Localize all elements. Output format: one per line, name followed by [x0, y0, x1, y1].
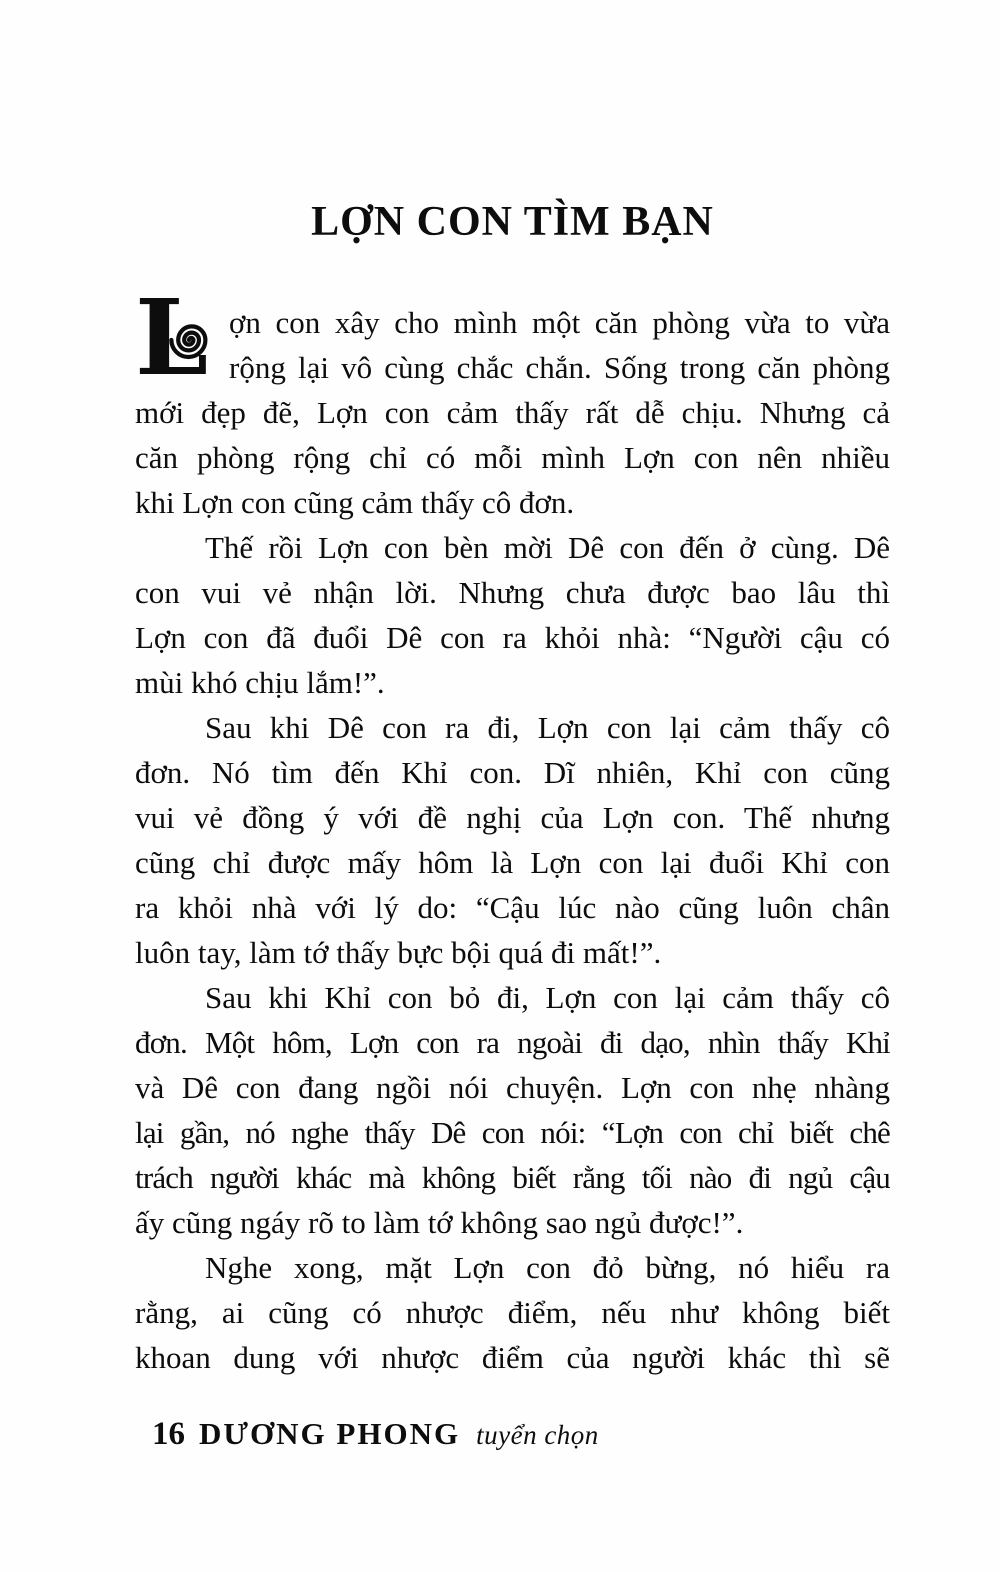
- spiral-ornament-icon: [163, 314, 215, 366]
- text-line: Thế rồi Lợn con bèn mời Dê con đến ở cùng. Dê: [205, 530, 890, 565]
- text-line: vui vẻ đồng ý với đề nghị của Lợn con. Thế nhưng: [135, 800, 890, 835]
- page-footer: [152, 1416, 912, 1453]
- text-line: đơn. Một hôm, Lợn con ra ngoài đi dạo, nhìn thấy Khỉ: [135, 1025, 890, 1060]
- text-line: Sau khi Dê con ra đi, Lợn con lại cảm thấy cô: [205, 710, 890, 745]
- dropcap-initial: [135, 276, 221, 399]
- text-line: rộng lại vô cùng chắc chắn. Sống trong căn phòng: [229, 350, 890, 385]
- story-text: [135, 276, 890, 1380]
- text-line: ra khỏi nhà với lý do: “Cậu lúc nào cũng luôn chân: [135, 890, 890, 925]
- footer-book-title: DƯƠNG PHONG: [199, 1416, 461, 1451]
- text-line: cũng chỉ được mấy hôm là Lợn con lại đuổi Khỉ con: [135, 845, 890, 880]
- text-line: khoan dung với nhược điểm của người khác thì sẽ: [135, 1340, 890, 1375]
- story-title: LỢN CON TÌM BẠN: [311, 199, 714, 245]
- text-line: ấy cũng ngáy rõ to làm tớ không sao ngủ được!”.: [135, 1205, 744, 1240]
- text-line: đơn. Nó tìm đến Khỉ con. Dĩ nhiên, Khỉ con cũng: [135, 755, 890, 790]
- text-line: ợn con xây cho mình một căn phòng vừa to vừa: [229, 305, 890, 340]
- text-line: Sau khi Khỉ con bỏ đi, Lợn con lại cảm thấy cô: [205, 980, 890, 1015]
- text-line: con vui vẻ nhận lời. Nhưng chưa được bao lâu thì: [135, 575, 890, 610]
- text-line: luôn tay, làm tớ thấy bực bội quá đi mất!”.: [135, 935, 662, 970]
- text-line: khi Lợn con cũng cảm thấy cô đơn.: [135, 485, 575, 520]
- text-line: Nghe xong, mặt Lợn con đỏ bừng, nó hiểu ra: [205, 1250, 890, 1285]
- text-line: Lợn con đã đuổi Dê con ra khỏi nhà: “Người cậu có: [135, 620, 890, 655]
- page-number: 16: [152, 1416, 185, 1452]
- text-line: lại gần, nó nghe thấy Dê con nói: “Lợn con chỉ biết chê: [135, 1115, 890, 1150]
- text-line: mới đẹp đẽ, Lợn con cảm thấy rất dễ chịu. Nhưng cả: [135, 395, 890, 430]
- dropcap-letter: L: [135, 276, 209, 399]
- text-line: mùi khó chịu lắm!”.: [135, 665, 385, 700]
- text-line: rằng, ai cũng có nhược điểm, nếu như không biết: [135, 1295, 890, 1330]
- text-line: trách người khác mà không biết rằng tối nào đi ngủ cậu: [135, 1160, 890, 1195]
- text-line: và Dê con đang ngồi nói chuyện. Lợn con nhẹ nhàng: [135, 1070, 890, 1105]
- text-line: căn phòng rộng chỉ có mỗi mình Lợn con nên nhiều: [135, 440, 890, 475]
- footer-subtitle: tuyển chọn: [476, 1420, 599, 1450]
